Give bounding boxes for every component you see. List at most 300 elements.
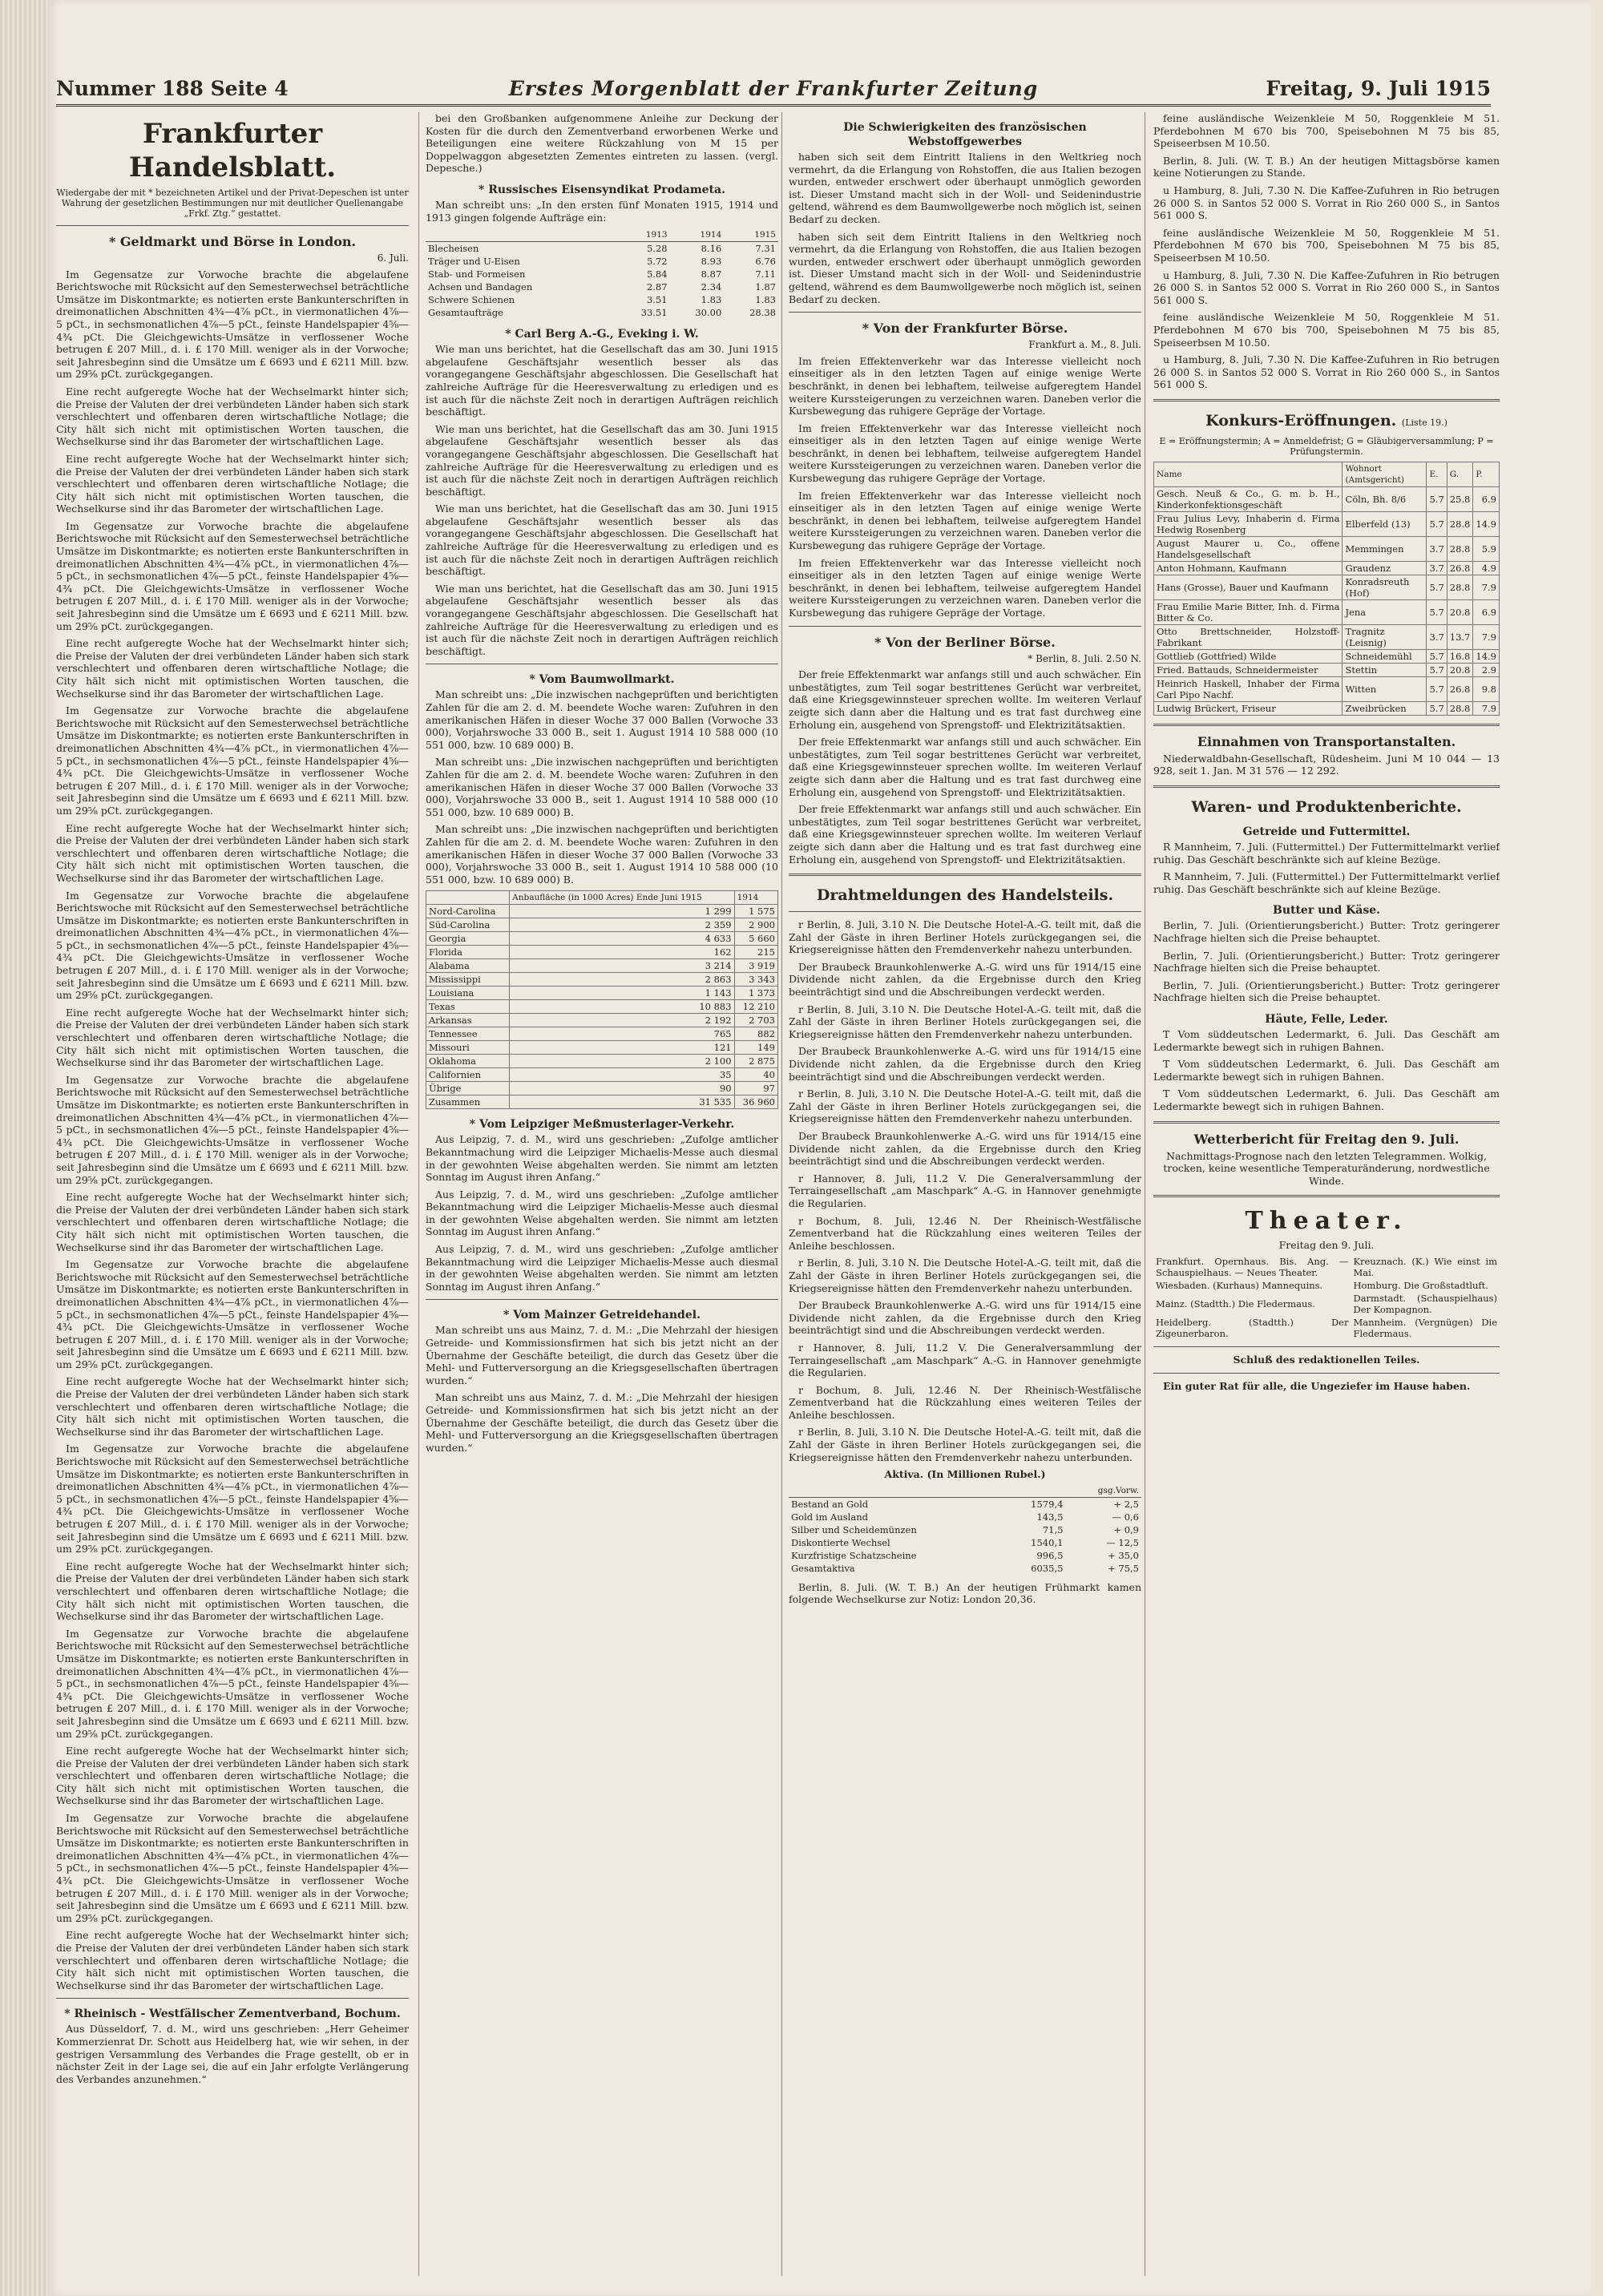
article-paragraph: r Berlin, 8. Juli, 3.10 N. Die Deutsche Hotel-A.-G. teilt mit, daß die Zahl der Gäste in ihren Berliner Hotels zurückgegangen sei, die Kriegsereignisse hätten den Fremdenverkehr nahezu unterbunden. bbox=[789, 1426, 1141, 1463]
table-cell: Übrige bbox=[426, 1082, 510, 1096]
article-paragraph: r Berlin, 8. Juli, 3.10 N. Die Deutsche Hotel-A.-G. teilt mit, daß die Zahl der Gäste in ihren Berliner Hotels zurückgegangen sei, die Kriegsereignisse hätten den Fremdenverkehr nahezu unterbunden. bbox=[789, 1257, 1141, 1294]
page-number: Nummer 188 Seite 4 bbox=[56, 77, 289, 100]
konkurs-row bbox=[1154, 575, 1500, 599]
table-cell: 35 bbox=[510, 1068, 734, 1082]
article-paragraph: haben sich seit dem Eintritt Italiens in den Weltkrieg noch vermehrt, da die Erlangung von Rohstoffen, die aus Italien bezogen wurden, entweder erschwert oder überhaupt unmöglich geworden ist. Dieser Umstand macht sich in der Woll- und Seidenindustrie geltend, während es dem Baumwollgewerbe noch möglich ist, seinen Bedarf zu decken. bbox=[789, 230, 1141, 305]
table-row bbox=[426, 946, 778, 959]
table-cell: 26.8 bbox=[1447, 561, 1473, 575]
article-paragraph: r Hannover, 8. Juli, 11.2 V. Die Generalversammlung der Terraingesellschaft „am Maschpark“ A.-G. in Hannover genehmigte die Regularien. bbox=[789, 1172, 1141, 1209]
table-cell: 121 bbox=[510, 1041, 734, 1055]
table-cell: 6.9 bbox=[1473, 486, 1500, 511]
column-4 bbox=[1145, 112, 1500, 2276]
table-cell: 2 192 bbox=[510, 1014, 734, 1027]
table-cell: Mannheim. (Vergnügen) Die Fledermaus. bbox=[1353, 1316, 1497, 1339]
article-heading: * Von der Berliner Börse. bbox=[874, 634, 1056, 650]
section-heading bbox=[1153, 411, 1500, 433]
column-1 bbox=[56, 112, 415, 2276]
table-cell: Stettin bbox=[1343, 663, 1427, 676]
article-paragraph: r Berlin, 8. Juli, 3.10 N. Die Deutsche Hotel-A.-G. teilt mit, daß die Zahl der Gäste in ihren Berliner Hotels zurückgegangen sei, die Kriegsereignisse hätten den Fremdenverkehr nahezu unterbunden. bbox=[789, 1003, 1141, 1040]
article-paragraph: Wie man uns berichtet, hat die Gesellschaft das am 30. Juni 1915 abgelaufene Geschäftsjahr wesentlich besser als das vorangegangene Geschäftsjahr abgeschlossen. Die Gesellschaft hat zahlreiche Aufträge für die Heeresverwaltung zu erledigen und es ist auch für die nächste Zeit noch in derartigen Aufträgen reichlich beschäftigt. bbox=[426, 502, 778, 578]
table-cell: 97 bbox=[734, 1082, 777, 1096]
table-cell: 28.8 bbox=[1447, 701, 1473, 715]
divider bbox=[789, 911, 1141, 912]
divider bbox=[1153, 399, 1500, 401]
table-cell: 7.9 bbox=[1473, 624, 1500, 649]
table-cell: 1 299 bbox=[510, 905, 734, 918]
advertisement-text: Ein guter Rat für alle, die Ungeziefer im Hause haben. bbox=[1163, 1379, 1471, 1392]
weather-forecast: Nachmittags-Prognose nach den letzten Telegrammen. Wolkig, trocken, keine wesentliche Temperaturänderung, nordwestliche Winde. bbox=[1163, 1149, 1490, 1187]
article-paragraph: Eine recht aufgeregte Woche hat der Wechselmarkt hinter sich; die Preise der Valuten der drei verbündeten Länder haben sich stark verschlechtert und offenbaren deren wirtschaftliche Notlage; die City hält sich nicht mit optimistischen Worten tauschen, die Wechselkurse sind ihr das Barometer der wirtschaftlichen Lage. bbox=[56, 385, 409, 448]
table-cell: Darmstadt. (Schauspielhaus) Der Kompagnon. bbox=[1353, 1292, 1497, 1315]
konkurs-row bbox=[1154, 663, 1500, 676]
table-cell: 30.00 bbox=[695, 307, 722, 319]
article-paragraph: R Mannheim, 7. Juli. (Futtermittel.) Der Futtermittelmarkt verlief ruhig. Das Geschäft beschränkte sich auf kleine Bezüge. bbox=[1153, 841, 1500, 866]
divider bbox=[1153, 724, 1500, 726]
article-paragraph: Berlin, 8. Juli. (W. T. B.) An der heutigen Mittagsbörse kamen keine Notierungen zu Stande. bbox=[1153, 154, 1500, 180]
article-date: * Berlin, 8. Juli. 2.50 N. bbox=[1028, 652, 1141, 664]
table-cell: 3.51 bbox=[646, 294, 668, 306]
article-paragraph: T Vom süddeutschen Ledermarkt, 6. Juli. Das Geschäft am Ledermarkte bewegt sich in ruhigen Bahnen. bbox=[1153, 1028, 1500, 1053]
article-heading: * Vom Baumwollmarkt. bbox=[529, 673, 675, 687]
table-cell: Cöln, Bh. 8/6 bbox=[1343, 486, 1427, 511]
theater-row bbox=[1153, 1255, 1500, 1279]
table-cell: Elberfeld (13) bbox=[1343, 511, 1427, 536]
theater-row bbox=[1153, 1316, 1500, 1340]
table-cell: 5.7 bbox=[1427, 663, 1447, 676]
table-cell: Mississippi bbox=[426, 973, 510, 987]
table-cell: 28.38 bbox=[749, 307, 776, 319]
table-cell: 3 919 bbox=[734, 959, 777, 973]
article-paragraph: R Mannheim, 7. Juli. (Futtermittel.) Der Futtermittelmarkt verlief ruhig. Das Geschäft beschränkte sich auf kleine Bezüge. bbox=[1153, 870, 1500, 895]
table-cell: 5.7 bbox=[1427, 486, 1447, 511]
article-heading: Getreide und Futtermittel. bbox=[1242, 825, 1411, 839]
article-paragraph: Im Gegensatze zur Vorwoche brachte die abgelaufene Berichtswoche mit Rücksicht auf den Semesterwechsel beträchtliche Umsätze im Diskontmarkte; es notierten erste Bankunterschriften in dreimonatlichen Abschnitten 4¾—4⅞ pCt., in viermonatlichen 4⅞—5 pCt., in sechsmonatlichen 4⅞—5 pCt., feinste Handelspapier 4⅝—4¾ pCt. Die Gleichgewichts-Umsätze in verflossener Woche betrugen £ 207 Mill., d. i. £ 170 Mill. weniger als in der Vorwoche; seit Jahresbeginn sind die Umsätze um £ 6693 und £ 6211 Mill. bzw. um 29⅝ pCt. zurückgegangen. bbox=[56, 1258, 409, 1370]
table-cell: Witten bbox=[1343, 676, 1427, 701]
table-row bbox=[426, 1055, 778, 1068]
article-paragraph: Eine recht aufgeregte Woche hat der Wechselmarkt hinter sich; die Preise der Valuten der drei verbündeten Länder haben sich stark verschlechtert und offenbaren deren wirtschaftliche Notlage; die City hält sich nicht mit optimistischen Worten tauschen, die Wechselkurse sind ihr das Barometer der wirtschaftlichen Lage. bbox=[56, 1929, 409, 1991]
article-heading: Häute, Felle, Leder. bbox=[1265, 1013, 1388, 1026]
table-header: gsg.Vorw. bbox=[1065, 1484, 1141, 1498]
table-cell: Diskontierte Wechsel bbox=[791, 1536, 890, 1548]
table-row bbox=[426, 255, 778, 268]
table-cell: 2.9 bbox=[1473, 663, 1500, 676]
konkurs-row bbox=[1154, 624, 1500, 649]
table-cell: Arkansas bbox=[426, 1014, 510, 1027]
table-cell: Stab- und Formeisen bbox=[428, 268, 526, 280]
article-paragraph: Im Gegensatze zur Vorwoche brachte die abgelaufene Berichtswoche mit Rücksicht auf den Semesterwechsel beträchtliche Umsätze im Diskontmarkte; es notierten erste Bankunterschriften in dreimonatlichen Abschnitten 4¾—4⅞ pCt., in viermonatlichen 4⅞—5 pCt., in sechsmonatlichen 4⅞—5 pCt., feinste Handelspapier 4⅝—4¾ pCt. Die Gleichgewichts-Umsätze in verflossener Woche betrugen £ 207 Mill., d. i. £ 170 Mill. weniger als in der Vorwoche; seit Jahresbeginn sind die Umsätze um £ 6693 und £ 6211 Mill. bzw. um 29⅝ pCt. zurückgegangen. bbox=[56, 1812, 409, 1924]
article-paragraph: r Hannover, 8. Juli, 11.2 V. Die Generalversammlung der Terraingesellschaft „am Maschpark“ A.-G. in Hannover genehmigte die Regularien. bbox=[789, 1341, 1141, 1379]
article-paragraph: Niederwaldbahn-Gesellschaft, Rüdesheim. Juni M 10 044 — 13 928, seit 1. Jan. M 31 576 — 12 292. bbox=[1153, 752, 1500, 777]
table-row bbox=[426, 1014, 778, 1027]
table-header: Anbaufläche (in 1000 Acres) Ende Juni 1915 bbox=[510, 891, 734, 905]
article-paragraph: Eine recht aufgeregte Woche hat der Wechselmarkt hinter sich; die Preise der Valuten der drei verbündeten Länder haben sich stark verschlechtert und offenbaren deren wirtschaftliche Notlage; die City hält sich nicht mit optimistischen Worten tauschen, die Wechselkurse sind ihr das Barometer der wirtschaftlichen Lage. bbox=[56, 1006, 409, 1069]
table-cell: Anton Hohmann, Kaufmann bbox=[1154, 561, 1343, 575]
table-cell: 12 210 bbox=[734, 1000, 777, 1014]
article-heading: * Russisches Eisensyndikat Prodameta. bbox=[478, 183, 725, 196]
column-3 bbox=[781, 112, 1148, 2276]
table-cell: 765 bbox=[510, 1027, 734, 1041]
table-cell: Süd-Carolina bbox=[426, 918, 510, 932]
article-paragraph: Im Gegensatze zur Vorwoche brachte die abgelaufene Berichtswoche mit Rücksicht auf den Semesterwechsel beträchtliche Umsätze im Diskontmarkte; es notierten erste Bankunterschriften in dreimonatlichen Abschnitten 4¾—4⅞ pCt., in viermonatlichen 4⅞—5 pCt., in sechsmonatlichen 4⅞—5 pCt., feinste Handelspapier 4⅝—4¾ pCt. Die Gleichgewichts-Umsätze in verflossener Woche betrugen £ 207 Mill., d. i. £ 170 Mill. weniger als in der Vorwoche; seit Jahresbeginn sind die Umsätze um £ 6693 und £ 6211 Mill. bzw. um 29⅝ pCt. zurückgegangen. bbox=[56, 268, 409, 381]
table-row bbox=[426, 1041, 778, 1055]
table-cell: 7.9 bbox=[1473, 701, 1500, 715]
article-paragraph: Im Gegensatze zur Vorwoche brachte die abgelaufene Berichtswoche mit Rücksicht auf den Semesterwechsel beträchtliche Umsätze im Diskontmarkte; es notierten erste Bankunterschriften in dreimonatlichen Abschnitten 4¾—4⅞ pCt., in viermonatlichen 4⅞—5 pCt., in sechsmonatlichen 4⅞—5 pCt., feinste Handelspapier 4⅝—4¾ pCt. Die Gleichgewichts-Umsätze in verflossener Woche betrugen £ 207 Mill., d. i. £ 170 Mill. weniger als in der Vorwoche; seit Jahresbeginn sind die Umsätze um £ 6693 und £ 6211 Mill. bzw. um 29⅝ pCt. zurückgegangen. bbox=[56, 1073, 409, 1186]
theater-date: Freitag den 9. Juli. bbox=[1278, 1239, 1375, 1252]
table-cell: Gesamtaktiva bbox=[791, 1562, 855, 1574]
table-cell: Tragnitz (Leisnig) bbox=[1343, 624, 1427, 649]
table-cell: 90 bbox=[510, 1082, 734, 1096]
acreage-table bbox=[426, 890, 778, 1109]
konkurs-legend: E = Eröffnungstermin; A = Anmeldefrist; G = Gläubigerversammlung; P = Prüfungstermin. bbox=[1159, 435, 1494, 457]
issue-date: Freitag, 9. Juli 1915 bbox=[1266, 77, 1491, 100]
table-header: 1915 bbox=[724, 228, 778, 242]
table-cell: 4 633 bbox=[510, 932, 734, 946]
article-paragraph: bei den Großbanken aufgenommene Anleihe zur Deckung der Kosten für die durch den Zementverband erworbenen Werke und Beteiligungen eine weitere Rückzahlung von M 15 per Doppelwaggon abgesetzten Zementes eintreten zu lassen. (vergl. Depesche.) bbox=[426, 112, 778, 175]
table-cell: Zusammen bbox=[426, 1096, 510, 1109]
article-paragraph: T Vom süddeutschen Ledermarkt, 6. Juli. Das Geschäft am Ledermarkte bewegt sich in ruhigen Bahnen. bbox=[1153, 1087, 1500, 1112]
table-cell: Frau Emilie Marie Bitter, Inh. d. Firma Bitter & Co. bbox=[1154, 599, 1343, 624]
table-cell: 2 100 bbox=[510, 1055, 734, 1068]
table-cell: 13.7 bbox=[1447, 624, 1473, 649]
article-paragraph: Eine recht aufgeregte Woche hat der Wechselmarkt hinter sich; die Preise der Valuten der drei verbündeten Länder haben sich stark verschlechtert und offenbaren deren wirtschaftliche Notlage; die City hält sich nicht mit optimistischen Worten tauschen, die Wechselkurse sind ihr das Barometer der wirtschaftlichen Lage. bbox=[56, 1560, 409, 1623]
table-cell: 8.93 bbox=[701, 256, 722, 268]
column-2 bbox=[418, 112, 785, 2276]
article-heading: * Vom Leipziger Meßmusterlager-Verkehr. bbox=[469, 1118, 735, 1132]
divider bbox=[1153, 1195, 1500, 1197]
table-cell: Zweibrücken bbox=[1343, 701, 1427, 715]
article-paragraph: Eine recht aufgeregte Woche hat der Wechselmarkt hinter sich; die Preise der Valuten der drei verbündeten Länder haben sich stark verschlechtert und offenbaren deren wirtschaftliche Notlage; die City hält sich nicht mit optimistischen Worten tauschen, die Wechselkurse sind ihr das Barometer der wirtschaftlichen Lage. bbox=[56, 637, 409, 700]
table-row bbox=[789, 1523, 1141, 1536]
table-cell: 3.7 bbox=[1427, 561, 1447, 575]
table-cell: 26.8 bbox=[1447, 676, 1473, 701]
article-paragraph: Im freien Effektenverkehr war das Interesse vielleicht noch einseitiger als in den letzten Tagen auf einige wenige Werte beschränkt, in denen bei lebhaftem, teilweise aufgeregtem Handel weitere Kurssteigerungen zu verzeichnen waren. Daneben verlor die Kursbewegung das ruhigere Gepräge der Vortage. bbox=[789, 489, 1141, 552]
table-cell: 5.72 bbox=[646, 256, 668, 268]
article-paragraph: Berlin, 7. Juli. (Orientierungsbericht.) Butter: Trotz geringerer Nachfrage hielten sich die Preise behauptet. bbox=[1153, 979, 1500, 1004]
table-cell: 882 bbox=[734, 1027, 777, 1041]
table-row bbox=[426, 1000, 778, 1014]
table-cell: Konradsreuth (Hof) bbox=[1343, 575, 1427, 599]
table-row bbox=[426, 1082, 778, 1096]
article-paragraph: u Hamburg, 8. Juli, 7.30 N. Die Kaffee-Zufuhren in Rio betrugen 26 000 S. in Santos 52 000 S. Vorrat in Rio 260 000 S., in Santos 561 000 S. bbox=[1153, 184, 1500, 222]
table-row bbox=[426, 280, 778, 293]
table-cell: Frau Julius Levy, Inhaberin d. Firma Hedwig Rosenberg bbox=[1154, 511, 1343, 536]
table-header: G. bbox=[1447, 462, 1473, 486]
table-cell: Blecheisen bbox=[428, 243, 479, 255]
article-paragraph: Im Gegensatze zur Vorwoche brachte die abgelaufene Berichtswoche mit Rücksicht auf den Semesterwechsel beträchtliche Umsätze im Diskontmarkte; es notierten erste Bankunterschriften in dreimonatlichen Abschnitten 4¾—4⅞ pCt., in viermonatlichen 4⅞—5 pCt., in sechsmonatlichen 4⅞—5 pCt., feinste Handelspapier 4⅝—4¾ pCt. Die Gleichgewichts-Umsätze in verflossener Woche betrugen £ 207 Mill., d. i. £ 170 Mill. weniger als in der Vorwoche; seit Jahresbeginn sind die Umsätze um £ 6693 und £ 6211 Mill. bzw. um 29⅝ pCt. zurückgegangen. bbox=[56, 1443, 409, 1556]
table-header bbox=[1004, 1484, 1065, 1498]
article-paragraph: Berlin, 7. Juli. (Orientierungsbericht.) Butter: Trotz geringerer Nachfrage hielten sich die Preise behauptet. bbox=[1153, 919, 1500, 945]
table-row bbox=[426, 932, 778, 946]
article-paragraph: Berlin, 7. Juli. (Orientierungsbericht.) Butter: Trotz geringerer Nachfrage hielten sich die Preise behauptet. bbox=[1153, 949, 1500, 974]
table-cell: 7.11 bbox=[755, 268, 776, 280]
table-cell: 33.51 bbox=[640, 307, 668, 319]
article-paragraph: Im Gegensatze zur Vorwoche brachte die abgelaufene Berichtswoche mit Rücksicht auf den Semesterwechsel beträchtliche Umsätze im Diskontmarkte; es notierten erste Bankunterschriften in dreimonatlichen Abschnitten 4¾—4⅞ pCt., in viermonatlichen 4⅞—5 pCt., in sechsmonatlichen 4⅞—5 pCt., feinste Handelspapier 4⅝—4¾ pCt. Die Gleichgewichts-Umsätze in verflossener Woche betrugen £ 207 Mill., d. i. £ 170 Mill. weniger als in der Vorwoche; seit Jahresbeginn sind die Umsätze um £ 6693 und £ 6211 Mill. bzw. um 29⅝ pCt. zurückgegangen. bbox=[56, 889, 409, 1002]
table-cell: 71,5 bbox=[1042, 1523, 1064, 1535]
table-cell: 20.8 bbox=[1447, 599, 1473, 624]
table-cell: Florida bbox=[426, 946, 510, 959]
table-cell: Louisiana bbox=[426, 987, 510, 1000]
article-paragraph: Man schreibt uns: „Die inzwischen nachgeprüften und berichtigten Zahlen für die am 2. d. M. beendete Woche waren: Zufuhren in den amerikanischen Häfen in dieser Woche 37 000 Ballen (Vorwoche 33 000), Vorjahrswoche 33 000 B., seit 1. August 1914 10 588 000 (10 551 000, bzw. 10 689 000) B. bbox=[426, 688, 778, 751]
article-paragraph: Im Gegensatze zur Vorwoche brachte die abgelaufene Berichtswoche mit Rücksicht auf den Semesterwechsel beträchtliche Umsätze im Diskontmarkte; es notierten erste Bankunterschriften in dreimonatlichen Abschnitten 4¾—4⅞ pCt., in viermonatlichen 4⅞—5 pCt., in sechsmonatlichen 4⅞—5 pCt., feinste Handelspapier 4⅝—4¾ pCt. Die Gleichgewichts-Umsätze in verflossener Woche betrugen £ 207 Mill., d. i. £ 170 Mill. weniger als in der Vorwoche; seit Jahresbeginn sind die Umsätze um £ 6693 und £ 6211 Mill. bzw. um 29⅝ pCt. zurückgegangen. bbox=[56, 704, 409, 817]
table-cell: 14.9 bbox=[1473, 649, 1500, 663]
table-cell: 149 bbox=[734, 1041, 777, 1055]
table-cell: 2.34 bbox=[701, 281, 722, 293]
table-row bbox=[426, 293, 778, 306]
table-cell: + 35,0 bbox=[1108, 1549, 1139, 1561]
table-header: 1914 bbox=[734, 891, 777, 905]
divider bbox=[426, 1299, 778, 1300]
theater-row bbox=[1153, 1292, 1500, 1316]
article-date: Frankfurt a. M., 8. Juli. bbox=[1028, 339, 1141, 351]
table-header bbox=[426, 228, 616, 242]
columns bbox=[56, 112, 1500, 2276]
article-paragraph: Aus Leipzig, 7. d. M., wird uns geschrieben: „Zufolge amtlicher Bekanntmachung wird die Leipziger Michaelis-Messe auch diesmal in der gewohnten Weise abgehalten werden. Sie nimmt am letzten Sonntag im August ihren Anfang.“ bbox=[426, 1188, 778, 1238]
article-paragraph: Der Braubeck Braunkohlenwerke A.-G. wird uns für 1914/15 eine Dividende nicht zahlen, da die Ergebnisse durch den Krieg beeinträchtigt sind und die Abschreibungen verdeckt werden. bbox=[789, 960, 1141, 999]
table-cell: 5 660 bbox=[734, 932, 777, 946]
table-header: E. bbox=[1427, 462, 1447, 486]
article-paragraph: Aus Leipzig, 7. d. M., wird uns geschrieben: „Zufolge amtlicher Bekanntmachung wird die Leipziger Michaelis-Messe auch diesmal in der gewohnten Weise abgehalten werden. Sie nimmt am letzten Sonntag im August ihren Anfang.“ bbox=[426, 1243, 778, 1293]
table-row bbox=[426, 1027, 778, 1041]
article-paragraph: Der Braubeck Braunkohlenwerke A.-G. wird uns für 1914/15 eine Dividende nicht zahlen, da die Ergebnisse durch den Krieg beeinträchtigt sind und die Abschreibungen verdeckt werden. bbox=[789, 1299, 1141, 1337]
table-header: Wohnort (Amtsgericht) bbox=[1343, 462, 1427, 486]
article-paragraph: Man schreibt uns aus Mainz, 7. d. M.: „Die Mehrzahl der hiesigen Getreide- und Kommissionsfirmen hat sich bis jetzt nicht an der Übernahme der Geschäfte beteiligt, die durch das Gesetz über die Mehl- und Futterversorgung an die Kriegsgesellschaften übertragen wurden.“ bbox=[426, 1324, 778, 1386]
table-cell: 40 bbox=[734, 1068, 777, 1082]
article-heading: * Von der Frankfurter Börse. bbox=[862, 321, 1068, 337]
table-cell: 2 900 bbox=[734, 918, 777, 932]
table-cell: 5.9 bbox=[1473, 536, 1500, 561]
article-paragraph: Aus Leipzig, 7. d. M., wird uns geschrieben: „Zufolge amtlicher Bekanntmachung wird die Leipziger Michaelis-Messe auch diesmal in der gewohnten Weise abgehalten werden. Sie nimmt am letzten Sonntag im August ihren Anfang.“ bbox=[426, 1133, 778, 1184]
divider bbox=[1153, 785, 1500, 788]
table-cell: 10 883 bbox=[510, 1000, 734, 1014]
table-cell: 8.87 bbox=[701, 268, 722, 280]
article-paragraph: Aus Düsseldorf, 7. d. M., wird uns geschrieben: „Herr Geheimer Kommerzienrat Dr. Schott aus Heidelberg hat, wie wir sehen, in der gestrigen Versammlung des Verbandes die Frage gestellt, ob er in nächster Zeit in der Lage sei, die auf ein Jahr erfolgte Verlängerung des Verbandes anzunehmen.“ bbox=[56, 2023, 409, 2085]
article-date: 6. Juli. bbox=[377, 252, 409, 264]
table-cell: 2 703 bbox=[734, 1014, 777, 1027]
theater-title: Theater. bbox=[1245, 1207, 1408, 1236]
table-cell: Jena bbox=[1343, 599, 1427, 624]
newspaper-title: Erstes Morgenblatt der Frankfurter Zeitung bbox=[508, 77, 1039, 100]
article-heading: * Vom Mainzer Getreidehandel. bbox=[503, 1309, 701, 1322]
table-cell: 5.7 bbox=[1427, 575, 1447, 599]
table-cell: 4.9 bbox=[1473, 561, 1500, 575]
article-paragraph: Im Gegensatze zur Vorwoche brachte die abgelaufene Berichtswoche mit Rücksicht auf den Semesterwechsel beträchtliche Umsätze im Diskontmarkte; es notierten erste Bankunterschriften in dreimonatlichen Abschnitten 4¾—4⅞ pCt., in viermonatlichen 4⅞—5 pCt., in sechsmonatlichen 4⅞—5 pCt., feinste Handelspapier 4⅝—4¾ pCt. Die Gleichgewichts-Umsätze in verflossener Woche betrugen £ 207 Mill., d. i. £ 170 Mill. weniger als in der Vorwoche; seit Jahresbeginn sind die Umsätze um £ 6693 und £ 6211 Mill. bzw. um 29⅝ pCt. zurückgegangen. bbox=[56, 519, 409, 632]
divider bbox=[789, 312, 1141, 313]
table-header: 1914 bbox=[670, 228, 725, 242]
table-cell: 5.28 bbox=[646, 243, 668, 255]
table-cell: Gold im Ausland bbox=[791, 1511, 868, 1523]
section-heading: Drahtmeldungen des Handelsteils. bbox=[816, 886, 1114, 905]
konkurs-row bbox=[1154, 536, 1500, 561]
table-cell: Kurzfristige Schatzscheine bbox=[791, 1549, 917, 1561]
table-cell: 20.8 bbox=[1447, 663, 1473, 676]
divider bbox=[789, 626, 1141, 627]
article-paragraph: Eine recht aufgeregte Woche hat der Wechselmarkt hinter sich; die Preise der Valuten der drei verbündeten Länder haben sich stark verschlechtert und offenbaren deren wirtschaftliche Notlage; die City hält sich nicht mit optimistischen Worten tauschen, die Wechselkurse sind ihr das Barometer der wirtschaftlichen Lage. bbox=[56, 1375, 409, 1438]
table-row bbox=[789, 1536, 1141, 1549]
section-title: Frankfurter Handelsblatt. bbox=[128, 118, 337, 184]
table-cell: 5.7 bbox=[1427, 649, 1447, 663]
table-cell: 1.83 bbox=[755, 294, 776, 306]
konkurs-row bbox=[1154, 486, 1500, 511]
article-paragraph: r Bochum, 8. Juli, 12.46 N. Der Rheinisch-Westfälische Zementverband hat die Rückzahlung eines weiteren Teiles der Anleihe beschlossen. bbox=[789, 1383, 1141, 1421]
table-cell: Gesch. Neuß & Co., G. m. b. H., Kinderkonfektionsgeschäft bbox=[1154, 486, 1343, 511]
table-cell: 1.83 bbox=[701, 294, 722, 306]
table-cell: Otto Brettschneider, Holzstoff-Fabrikant bbox=[1154, 624, 1343, 649]
table-cell: Ludwig Brückert, Friseur bbox=[1154, 701, 1343, 715]
table-cell: 5.7 bbox=[1427, 599, 1447, 624]
table-cell: Gottlieb (Gottfried) Wilde bbox=[1154, 649, 1343, 663]
table-cell: Heinrich Haskell, Inhaber der Firma Carl Pipo Nachf. bbox=[1154, 676, 1343, 701]
table-cell: Bestand an Gold bbox=[791, 1498, 869, 1510]
theater-row bbox=[1153, 1279, 1500, 1292]
table-cell: Tennessee bbox=[426, 1027, 510, 1041]
table-cell: 14.9 bbox=[1473, 511, 1500, 536]
table-cell: Memmingen bbox=[1343, 536, 1427, 561]
table-row bbox=[426, 242, 778, 256]
table-cell: 6.9 bbox=[1473, 599, 1500, 624]
article-paragraph: Der freie Effektenmarkt war anfangs still und auch schwächer. Ein unbestätigtes, zum Teil sogar bestrittenes Gerücht war verbreitet, daß eine Kriegsgewinnsteuer sprechen wollte. Im weiteren Verlauf zeigte sich dann aber die Haltung und es trat fast durchweg eine Erholung ein, ausgehend von Sprengstoff- und Elektrizitätsaktien. bbox=[789, 803, 1141, 866]
table-cell: Gesamtaufträge bbox=[428, 307, 503, 319]
table-cell: Nord-Carolina bbox=[426, 905, 510, 918]
article-paragraph: Der freie Effektenmarkt war anfangs still und auch schwächer. Ein unbestätigtes, zum Teil sogar bestrittenes Gerücht war verbreitet, daß eine Kriegsgewinnsteuer sprechen wollte. Im weiteren Verlauf zeigte sich dann aber die Haltung und es trat fast durchweg eine Erholung ein, ausgehend von Sprengstoff- und Elektrizitätsaktien. bbox=[789, 736, 1141, 798]
konkurs-row bbox=[1154, 599, 1500, 624]
article-paragraph: Eine recht aufgeregte Woche hat der Wechselmarkt hinter sich; die Preise der Valuten der drei verbündeten Länder haben sich stark verschlechtert und offenbaren deren wirtschaftliche Notlage; die City hält sich nicht mit optimistischen Worten tauschen, die Wechselkurse sind ihr das Barometer der wirtschaftlichen Lage. bbox=[56, 1191, 409, 1253]
table-cell: 1579,4 bbox=[1031, 1498, 1064, 1510]
reprint-notice: Wiedergabe der mit * bezeichneten Artikel und der Privat-Depeschen ist unter Wahrung der gesetzlichen Bestimmungen nur mit deutlicher Quellenangabe „Frkf. Ztg.“ gestattet. bbox=[56, 188, 409, 219]
table-row bbox=[789, 1549, 1141, 1562]
article-paragraph: feine ausländische Weizenkleie M 50, Roggenkleie M 51. Pferdebohnen M 670 bis 700, Speisebohnen M 75 bis 85, Speiseerbsen M 10.50. bbox=[1153, 226, 1500, 264]
table-cell: Heidelberg. (Stadtth.) Der Zigeunerbaron. bbox=[1156, 1316, 1349, 1339]
table-cell: Schwere Schienen bbox=[428, 294, 515, 306]
article-paragraph: Eine recht aufgeregte Woche hat der Wechselmarkt hinter sich; die Preise der Valuten der drei verbündeten Länder haben sich stark verschlechtert und offenbaren deren wirtschaftliche Notlage; die City hält sich nicht mit optimistischen Worten tauschen, die Wechselkurse sind ihr das Barometer der wirtschaftlichen Lage. bbox=[56, 452, 409, 515]
article-paragraph: Berlin, 8. Juli. (W. T. B.) An der heutigen Frühmarkt kamen folgende Wechselkurse zur Notiz: London 20,36. bbox=[789, 1580, 1141, 1606]
table-cell: 996,5 bbox=[1036, 1549, 1064, 1561]
article-paragraph: u Hamburg, 8. Juli, 7.30 N. Die Kaffee-Zufuhren in Rio betrugen 26 000 S. in Santos 52 000 S. Vorrat in Rio 260 000 S., in Santos 561 000 S. bbox=[1153, 353, 1500, 391]
table-cell: 7.9 bbox=[1473, 575, 1500, 599]
table-cell: 3 343 bbox=[734, 973, 777, 987]
table-cell: Silber und Scheidemünzen bbox=[791, 1523, 917, 1535]
table-cell: 8.16 bbox=[701, 243, 722, 255]
table-cell: 2 875 bbox=[734, 1055, 777, 1068]
table-row bbox=[426, 973, 778, 987]
article-paragraph: Der Braubeck Braunkohlenwerke A.-G. wird uns für 1914/15 eine Dividende nicht zahlen, da die Ergebnisse durch den Krieg beeinträchtigt sind und die Abschreibungen verdeckt werden. bbox=[789, 1045, 1141, 1083]
article-paragraph: Der Braubeck Braunkohlenwerke A.-G. wird uns für 1914/15 eine Dividende nicht zahlen, da die Ergebnisse durch den Krieg beeinträchtigt sind und die Abschreibungen verdeckt werden. bbox=[789, 1130, 1141, 1168]
table-row bbox=[789, 1497, 1141, 1511]
table-cell: 2 863 bbox=[510, 973, 734, 987]
table-cell: — 12,5 bbox=[1106, 1536, 1139, 1548]
table-cell: 6035,5 bbox=[1031, 1562, 1064, 1574]
konkurs-row bbox=[1154, 676, 1500, 701]
table-cell: Fried. Battauds, Schneidermeister bbox=[1154, 663, 1343, 676]
article-paragraph: r Berlin, 8. Juli, 3.10 N. Die Deutsche Hotel-A.-G. teilt mit, daß die Zahl der Gäste in ihren Berliner Hotels zurückgegangen sei, die Kriegsereignisse hätten den Fremdenverkehr nahezu unterbunden. bbox=[789, 918, 1141, 956]
table-cell: Missouri bbox=[426, 1041, 510, 1055]
table-cell: + 75,5 bbox=[1108, 1562, 1139, 1574]
table-cell: Frankfurt. Opernhaus. Bis. Ang. — Schauspielhaus. — Neues Theater. bbox=[1156, 1255, 1349, 1278]
table-cell: 3 214 bbox=[510, 959, 734, 973]
article-paragraph: u Hamburg, 8. Juli, 7.30 N. Die Kaffee-Zufuhren in Rio betrugen 26 000 S. in Santos 52 000 S. Vorrat in Rio 260 000 S., in Santos 561 000 S. bbox=[1153, 268, 1500, 306]
table-header bbox=[789, 1484, 1004, 1498]
table-cell: 25.8 bbox=[1447, 486, 1473, 511]
table-cell: 162 bbox=[510, 946, 734, 959]
table-row bbox=[426, 905, 778, 918]
table-header bbox=[426, 891, 510, 905]
article-paragraph: r Bochum, 8. Juli, 12.46 N. Der Rheinisch-Westfälische Zementverband hat die Rückzahlung eines weiteren Teiles der Anleihe beschlossen. bbox=[789, 1214, 1141, 1252]
article-heading: Die Schwierigkeiten des französischen Webstoffgewerbes bbox=[843, 121, 1087, 148]
konkurs-table bbox=[1153, 462, 1500, 716]
article-paragraph: Wie man uns berichtet, hat die Gesellschaft das am 30. Juni 1915 abgelaufene Geschäftsjahr wesentlich besser als das vorangegangene Geschäftsjahr abgeschlossen. Die Gesellschaft hat zahlreiche Aufträge für die Heeresverwaltung zu erledigen und es ist auch für die nächste Zeit noch in derartigen Aufträgen reichlich beschäftigt. bbox=[426, 582, 778, 657]
article-paragraph: Im freien Effektenverkehr war das Interesse vielleicht noch einseitiger als in den letzten Tagen auf einige wenige Werte beschränkt, in denen bei lebhaftem, teilweise aufgeregtem Handel weitere Kurssteigerungen zu verzeichnen waren. Daneben verlor die Kursbewegung das ruhigere Gepräge der Vortage. bbox=[789, 556, 1141, 619]
article-paragraph: Wie man uns berichtet, hat die Gesellschaft das am 30. Juni 1915 abgelaufene Geschäftsjahr wesentlich besser als das vorangegangene Geschäftsjahr abgeschlossen. Die Gesellschaft hat zahlreiche Aufträge für die Heeresverwaltung zu erledigen und es ist auch für die nächste Zeit noch in derartigen Aufträgen reichlich beschäftigt. bbox=[426, 422, 778, 498]
table-cell: 36 960 bbox=[734, 1096, 777, 1109]
table-cell: Träger und U-Eisen bbox=[428, 256, 520, 268]
table-cell: Californien bbox=[426, 1068, 510, 1082]
table-cell: 16.8 bbox=[1447, 649, 1473, 663]
konkurs-row bbox=[1154, 561, 1500, 575]
article-heading: * Carl Berg A.-G., Eveking i. W. bbox=[505, 328, 699, 341]
theater-table bbox=[1153, 1255, 1500, 1340]
table-cell: 143,5 bbox=[1036, 1511, 1064, 1523]
table-cell: 6.76 bbox=[755, 256, 776, 268]
table-cell: 1540,1 bbox=[1031, 1536, 1064, 1548]
table-cell: 215 bbox=[734, 946, 777, 959]
table-cell: 5.7 bbox=[1427, 676, 1447, 701]
table-row bbox=[426, 918, 778, 932]
table-cell: 2.87 bbox=[646, 281, 668, 293]
table-cell: + 2,5 bbox=[1113, 1498, 1139, 1510]
table-cell: 1 143 bbox=[510, 987, 734, 1000]
article-paragraph: Eine recht aufgeregte Woche hat der Wechselmarkt hinter sich; die Preise der Valuten der drei verbündeten Länder haben sich stark verschlechtert und offenbaren deren wirtschaftliche Notlage; die City hält sich nicht mit optimistischen Worten tauschen, die Wechselkurse sind ihr das Barometer der wirtschaftlichen Lage. bbox=[56, 1745, 409, 1807]
table-cell: 31 535 bbox=[510, 1096, 734, 1109]
table-cell: 28.8 bbox=[1447, 536, 1473, 561]
table-header: P. bbox=[1473, 462, 1500, 486]
table-cell: Wiesbaden. (Kurhaus) Mannequins. bbox=[1156, 1279, 1323, 1291]
section-heading: Waren- und Produktenberichte. bbox=[1191, 798, 1462, 817]
article-paragraph: Eine recht aufgeregte Woche hat der Wechselmarkt hinter sich; die Preise der Valuten der drei verbündeten Länder haben sich stark verschlechtert und offenbaren deren wirtschaftliche Notlage; die City hält sich nicht mit optimistischen Worten tauschen, die Wechselkurse sind ihr das Barometer der wirtschaftlichen Lage. bbox=[56, 821, 409, 884]
article-paragraph: Der freie Effektenmarkt war anfangs still und auch schwächer. Ein unbestätigtes, zum Teil sogar bestrittenes Gerücht war verbreitet, daß eine Kriegsgewinnsteuer sprechen wollte. Im weiteren Verlauf zeigte sich dann aber die Haltung und es trat fast durchweg eine Erholung ein, ausgehend von Sprengstoff- und Elektrizitätsaktien. bbox=[789, 668, 1141, 731]
table-cell: Homburg. Die Großstadtluft. bbox=[1353, 1279, 1488, 1291]
konkurs-row bbox=[1154, 511, 1500, 536]
table-cell: 3.7 bbox=[1427, 624, 1447, 649]
table-cell: 2 359 bbox=[510, 918, 734, 932]
table-row bbox=[426, 987, 778, 1000]
article-paragraph: Im freien Effektenverkehr war das Interesse vielleicht noch einseitiger als in den letzten Tagen auf einige wenige Werte beschränkt, in denen bei lebhaftem, teilweise aufgeregtem Handel weitere Kurssteigerungen zu verzeichnen waren. Daneben verlor die Kursbewegung das ruhigere Gepräge der Vortage. bbox=[789, 422, 1141, 485]
page-fold-edge bbox=[0, 0, 48, 2296]
divider bbox=[1153, 1346, 1500, 1347]
table-cell: Georgia bbox=[426, 932, 510, 946]
table-cell: August Maurer u. Co., offene Handelsgesellschaft bbox=[1154, 536, 1343, 561]
table-row bbox=[789, 1562, 1141, 1575]
divider bbox=[1153, 1373, 1500, 1374]
table-cell: 1 373 bbox=[734, 987, 777, 1000]
divider bbox=[56, 1998, 409, 1999]
table-row bbox=[789, 1511, 1141, 1523]
table-cell: Achsen und Bandagen bbox=[428, 281, 533, 293]
article-paragraph: feine ausländische Weizenkleie M 50, Roggenkleie M 51. Pferdebohnen M 670 bis 700, Speisebohnen M 75 bis 85, Speiseerbsen M 10.50. bbox=[1153, 311, 1500, 349]
article-paragraph: r Berlin, 8. Juli, 3.10 N. Die Deutsche Hotel-A.-G. teilt mit, daß die Zahl der Gäste in ihren Berliner Hotels zurückgegangen sei, die Kriegsereignisse hätten den Fremdenverkehr nahezu unterbunden. bbox=[789, 1087, 1141, 1125]
table-cell: Graudenz bbox=[1343, 561, 1427, 575]
table-cell: Alabama bbox=[426, 959, 510, 973]
table-cell: Texas bbox=[426, 1000, 510, 1014]
section-heading: Einnahmen von Transportanstalten. bbox=[1197, 733, 1456, 749]
table-header: Name bbox=[1154, 462, 1343, 486]
table-cell: 5.7 bbox=[1427, 701, 1447, 715]
divider bbox=[1153, 1121, 1500, 1124]
table-cell: Oklahoma bbox=[426, 1055, 510, 1068]
table-row bbox=[426, 1068, 778, 1082]
table-cell: + 0,9 bbox=[1113, 1523, 1139, 1535]
article-paragraph: Im freien Effektenverkehr war das Interesse vielleicht noch einseitiger als in den letzten Tagen auf einige wenige Werte beschränkt, in denen bei lebhaftem, teilweise aufgeregtem Handel weitere Kurssteigerungen zu verzeichnen waren. Daneben verlor die Kursbewegung das ruhigere Gepräge der Vortage. bbox=[789, 354, 1141, 418]
konkurs-row bbox=[1154, 701, 1500, 715]
table-header: 1913 bbox=[616, 228, 670, 242]
